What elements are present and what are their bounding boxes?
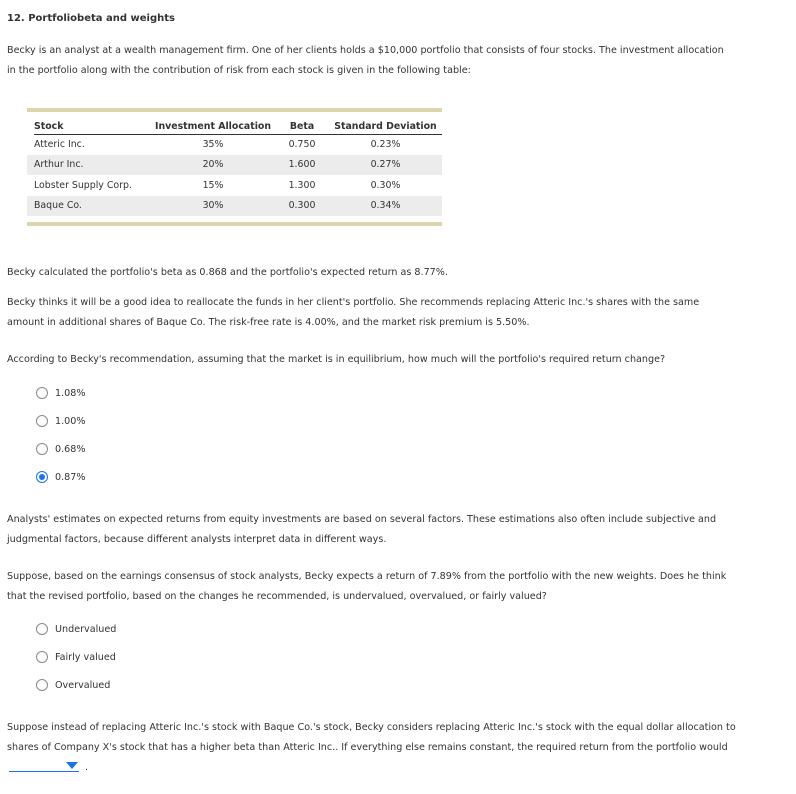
dropdown-arrow-icon[interactable] [66, 762, 78, 769]
question-3-line-1: Suppose instead of replacing Atteric Inc.'s stock with Baque Co.'s stock, Becky considers replacing Atteric Inc.'s stock with the equal dollar allocation to [7, 722, 736, 733]
question-3-line-2: shares of Company X's stock that has a higher beta than Atteric Inc.. If everything else remains constant, the required return from the portfolio would [7, 742, 728, 753]
radio-button[interactable] [36, 415, 48, 427]
cell-beta: 0.750 [288, 139, 316, 150]
stock-table [27, 108, 442, 226]
option-label: Overvalued [55, 679, 111, 691]
q2-option-overvalued[interactable] [36, 677, 110, 693]
header-allocation: Investment Allocation [151, 112, 275, 134]
option-label: 0.87% [55, 471, 86, 483]
intro-line-2: in the portfolio along with the contribution of risk from each stock is given in the following table: [7, 65, 471, 76]
radio-button[interactable] [36, 387, 48, 399]
question-1: According to Becky's recommendation, assuming that the market is in equilibrium, how much will the portfolio's required return change? [7, 354, 666, 365]
required-return-dropdown[interactable] [9, 760, 79, 772]
header-stock: Stock [34, 112, 151, 134]
option-label: 1.08% [55, 387, 86, 399]
cell-beta: 1.600 [275, 155, 329, 176]
q2-option-fairly-valued[interactable] [36, 649, 116, 665]
option-label: Undervalued [55, 623, 117, 635]
option-label: Fairly valued [55, 651, 116, 663]
question-3 [7, 718, 789, 758]
radio-button[interactable] [36, 623, 48, 635]
realloc-line-1: Becky thinks it will be a good idea to reallocate the funds in her client's portfolio. She recommends replacing Atteric Inc.'s shares with the same [7, 297, 700, 308]
cell-allocation: 20% [151, 155, 275, 176]
q2-option-undervalued[interactable] [36, 621, 116, 637]
cell-beta: 1.300 [288, 179, 316, 191]
cell-allocation: 30% [151, 196, 275, 217]
cell-stock: Lobster Supply Corp. [34, 179, 132, 191]
cell-stock: Atteric Inc. [34, 139, 85, 150]
option-label: 0.68% [55, 443, 86, 455]
cell-std-dev: 0.30% [370, 179, 401, 191]
question-2-line-1: Suppose, based on the earnings consensus of stock analysts, Becky expects a return of 7.89% from the portfolio with the new weights. Does he think [7, 571, 727, 582]
cell-allocation: 15% [202, 179, 224, 191]
q1-option-4[interactable] [36, 469, 85, 485]
question-title: 12. Portfoliobeta and weights [7, 13, 175, 24]
radio-button[interactable] [36, 443, 48, 455]
analysts-line-1: Analysts' estimates on expected returns from equity investments are based on several factors. These estimations also often include subjective and [7, 514, 717, 525]
table-row [27, 134, 442, 155]
analysts-paragraph [7, 510, 789, 550]
question-2 [7, 567, 789, 607]
cell-allocation: 35% [202, 139, 224, 150]
q1-option-2[interactable] [36, 413, 85, 429]
radio-button[interactable] [36, 679, 48, 691]
intro-paragraph [7, 41, 789, 81]
table-row [27, 196, 442, 217]
intro-line-1: Becky is an analyst at a wealth management firm. One of her clients holds a $10,000 portfolio that consists of four stocks. The investment allocation [7, 45, 724, 56]
realloc-paragraph [7, 293, 789, 333]
analysts-line-2: judgmental factors, because different analysts interpret data in different ways. [7, 534, 387, 545]
table-bottom-bar [27, 222, 442, 226]
header-std-dev: Standard Deviation [329, 112, 442, 134]
cell-std-dev: 0.34% [329, 196, 442, 217]
header-beta: Beta [275, 112, 329, 134]
cell-std-dev: 0.23% [370, 139, 401, 150]
q1-option-3[interactable] [36, 441, 85, 457]
question-2-line-2: that the revised portfolio, based on the changes he recommended, is undervalued, overvalued, or fairly valued? [7, 591, 547, 602]
cell-beta: 0.300 [275, 196, 329, 217]
radio-button[interactable] [36, 651, 48, 663]
realloc-line-2: amount in additional shares of Baque Co. The risk-free rate is 4.00%, and the market risk premium is 5.50%. [7, 317, 530, 328]
calc-paragraph: Becky calculated the portfolio's beta as 0.868 and the portfolio's expected return as 8.77%. [7, 267, 448, 278]
dropdown-suffix: . [85, 762, 89, 773]
radio-button-selected[interactable] [36, 471, 48, 483]
q1-option-1[interactable] [36, 385, 85, 401]
cell-stock: Baque Co. [34, 196, 151, 217]
table-row [27, 175, 442, 196]
cell-stock: Arthur Inc. [34, 155, 151, 176]
table-row [27, 155, 442, 176]
cell-std-dev: 0.27% [329, 155, 442, 176]
option-label: 1.00% [55, 415, 86, 427]
